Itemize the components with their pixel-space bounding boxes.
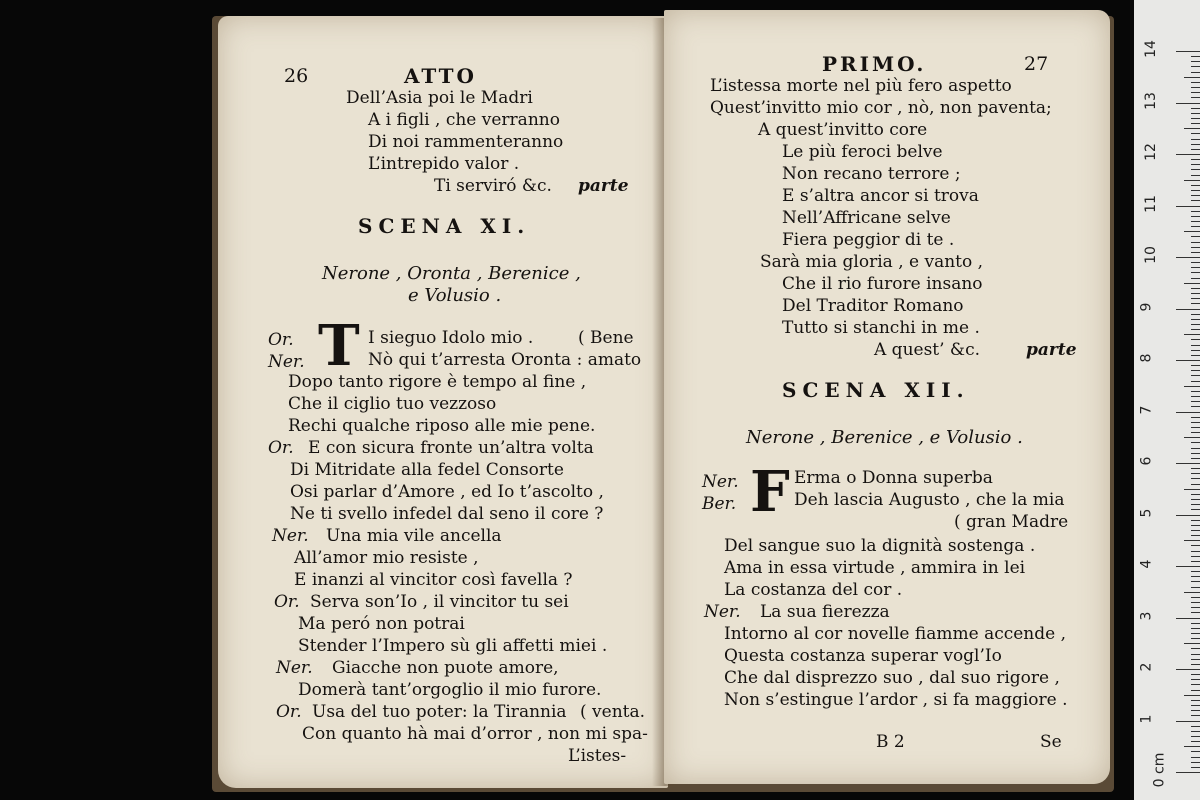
ruler-tick <box>1191 628 1200 629</box>
ruler-tick <box>1191 396 1200 397</box>
aside: ( Bene <box>578 328 634 348</box>
ruler-tick <box>1191 195 1200 196</box>
ruler-tick <box>1184 746 1200 747</box>
catchword: L’istes- <box>568 746 627 766</box>
ruler-tick <box>1191 144 1200 145</box>
ruler-tick <box>1191 175 1200 176</box>
running-head: ATTO <box>404 64 477 88</box>
ruler-tick <box>1191 355 1200 356</box>
ruler-tick <box>1176 412 1200 413</box>
ruler-tick <box>1191 581 1200 582</box>
ruler-tick <box>1191 504 1200 505</box>
ruler-tick <box>1191 293 1200 294</box>
ruler-label: 10 <box>1142 246 1159 264</box>
dialogue-line: Intorno al cor novelle fiamme accende , <box>724 624 1067 644</box>
page-number: 26 <box>284 65 309 87</box>
drop-cap: F <box>750 459 790 525</box>
ruler-tick <box>1191 278 1200 279</box>
scene-title: SCENA XII. <box>782 378 970 402</box>
ruler-tick <box>1176 154 1200 155</box>
ruler-tick <box>1184 334 1200 335</box>
ruler-tick <box>1176 463 1200 464</box>
ruler-tick <box>1191 458 1200 459</box>
verse-line: Le più feroci belve <box>782 142 943 162</box>
ruler-tick <box>1191 762 1200 763</box>
ruler-tick <box>1191 525 1200 526</box>
ruler-tick <box>1191 226 1200 227</box>
ruler-tick <box>1191 319 1200 320</box>
ruler-tick <box>1191 484 1200 485</box>
ruler-tick <box>1184 540 1200 541</box>
ruler-tick <box>1176 309 1200 310</box>
ruler-tick <box>1191 190 1200 191</box>
dialogue-line: Dopo tanto rigore è tempo al fine , <box>288 372 587 392</box>
ruler-tick <box>1191 242 1200 243</box>
ruler-tick <box>1191 473 1200 474</box>
ruler-tick <box>1184 231 1200 232</box>
ruler-tick <box>1191 365 1200 366</box>
ruler-tick <box>1184 592 1200 593</box>
ruler-tick <box>1176 103 1200 104</box>
ruler-tick <box>1176 721 1200 722</box>
ruler-tick <box>1184 283 1200 284</box>
ruler-tick <box>1191 139 1200 140</box>
verse-line: L’istessa morte nel più fero aspetto <box>710 76 1012 96</box>
dialogue-line: Domerà tant’orgoglio il mio furore. <box>298 680 602 700</box>
ruler-tick <box>1176 772 1200 773</box>
verse-line: E s’altra ancor si trova <box>782 186 979 206</box>
right-page <box>664 10 1110 784</box>
ruler-tick <box>1191 200 1200 201</box>
ruler-tick <box>1191 324 1200 325</box>
ruler-tick <box>1191 149 1200 150</box>
speaker: Ber. <box>702 494 737 514</box>
ruler-tick <box>1191 576 1200 577</box>
ruler-tick <box>1191 442 1200 443</box>
dialogue-line: Di Mitridate alla fedel Consorte <box>290 460 564 480</box>
signature-mark: B 2 <box>876 732 905 752</box>
ruler-label: 6 <box>1138 456 1155 466</box>
ruler-label: 4 <box>1138 559 1155 569</box>
ruler-tick <box>1191 499 1200 500</box>
speaker: Or. <box>268 438 294 458</box>
dialogue-line: Erma o Donna superba <box>794 468 993 488</box>
speaker: Or. <box>274 592 300 612</box>
ruler-tick <box>1176 515 1200 516</box>
verse-line: Fiera peggior di te . <box>782 230 955 250</box>
ruler-tick <box>1191 329 1200 330</box>
ruler-tick <box>1191 164 1200 165</box>
ruler-tick <box>1191 535 1200 536</box>
ruler-tick <box>1191 82 1200 83</box>
ruler-tick <box>1191 757 1200 758</box>
ruler-tick <box>1191 87 1200 88</box>
characters-line: Nerone , Berenice , e Volusio . <box>746 427 1023 448</box>
ruler-label: 3 <box>1138 611 1155 620</box>
ruler-tick <box>1191 391 1200 392</box>
ruler-tick <box>1191 556 1200 557</box>
ruler-tick <box>1191 262 1200 263</box>
ruler-tick <box>1176 360 1200 361</box>
ruler-tick <box>1176 669 1200 670</box>
ruler-tick <box>1191 252 1200 253</box>
ruler-tick <box>1191 303 1200 304</box>
ruler-tick <box>1191 726 1200 727</box>
ruler-tick <box>1191 401 1200 402</box>
dialogue-line: Nò qui t’arresta Oronta : amato <box>368 350 642 370</box>
ruler-tick <box>1191 118 1200 119</box>
speaker: Ner. <box>704 602 741 622</box>
dialogue-line: Con quanto hà mai d’orror , non mi spa- <box>302 724 648 744</box>
verse-line: Tutto si stanchi in me . <box>782 318 980 338</box>
ruler-tick <box>1191 432 1200 433</box>
ruler-tick <box>1191 221 1200 222</box>
running-head: PRIMO. <box>822 52 927 76</box>
ruler-tick <box>1191 288 1200 289</box>
ruler-label: 11 <box>1142 194 1159 213</box>
ruler-tick <box>1191 272 1200 273</box>
ruler-tick <box>1184 437 1200 438</box>
ruler-label: 12 <box>1142 143 1159 161</box>
open-book <box>212 6 1118 794</box>
ruler-tick <box>1191 133 1200 134</box>
ruler-tick <box>1191 422 1200 423</box>
ruler-tick <box>1184 386 1200 387</box>
ruler-tick <box>1191 690 1200 691</box>
ruler-tick <box>1191 633 1200 634</box>
ruler-label: 7 <box>1138 405 1155 414</box>
ruler-tick <box>1191 623 1200 624</box>
dialogue-line: Osi parlar d’Amore , ed Io t’ascolto , <box>290 482 604 502</box>
speaker: Ner. <box>268 352 305 372</box>
ruler-label: 14 <box>1142 40 1159 58</box>
ruler-tick <box>1191 375 1200 376</box>
catchword: Se <box>1040 732 1062 752</box>
ruler-tick <box>1191 453 1200 454</box>
ruler-tick <box>1191 674 1200 675</box>
ruler-tick <box>1191 602 1200 603</box>
ruler-tick <box>1191 664 1200 665</box>
exit-cue: parte <box>578 176 629 196</box>
ruler-tick <box>1191 159 1200 160</box>
ruler-tick <box>1191 545 1200 546</box>
ruler-tick <box>1191 607 1200 608</box>
verse-line: Quest’invitto mio cor , nò, non paventa; <box>710 98 1052 118</box>
dialogue-line: Serva son’Io , il vincitor tu sei <box>310 592 569 612</box>
speaker: Ner. <box>702 472 739 492</box>
ruler-tick <box>1191 97 1200 98</box>
dialogue-line: Questa costanza superar vogl’Io <box>724 646 1002 666</box>
dialogue-line: Non s’estingue l’ardor , si fa maggiore . <box>724 690 1068 710</box>
speaker: Ner. <box>276 658 313 678</box>
verse-line: A i figli , che verranno <box>368 110 560 130</box>
ruler-tick <box>1191 561 1200 562</box>
ruler-tick <box>1191 169 1200 170</box>
ruler-tick <box>1184 77 1200 78</box>
verse-line: Del Traditor Romano <box>782 296 964 316</box>
ruler-tick <box>1191 417 1200 418</box>
ruler-tick <box>1191 113 1200 114</box>
ruler-tick <box>1191 61 1200 62</box>
ruler-tick <box>1191 767 1200 768</box>
dialogue-line: Ma peró non potrai <box>298 614 465 634</box>
ruler-tick <box>1191 736 1200 737</box>
ruler-tick <box>1191 494 1200 495</box>
ruler-tick <box>1191 72 1200 73</box>
ruler-tick <box>1191 56 1200 57</box>
aside: ( venta. <box>580 702 646 722</box>
ruler-tick <box>1191 468 1200 469</box>
dialogue-line: E con sicura fronte un’altra volta <box>308 438 594 458</box>
dialogue-line: Rechi qualche riposo alle mie pene. <box>288 416 596 436</box>
ruler-tick <box>1191 247 1200 248</box>
ruler-tick <box>1191 236 1200 237</box>
ruler-tick <box>1191 715 1200 716</box>
ruler-tick <box>1176 618 1200 619</box>
ruler-tick <box>1191 751 1200 752</box>
ruler-tick <box>1184 643 1200 644</box>
speaker: Or. <box>268 330 294 350</box>
dialogue-line: Che dal disprezzo suo , dal suo rigore , <box>724 668 1060 688</box>
dialogue-line: I sieguo Idolo mio . <box>368 328 534 348</box>
dialogue-line: Giacche non puote amore, <box>332 658 559 678</box>
ruler-label: 9 <box>1138 302 1155 311</box>
ruler-tick <box>1191 427 1200 428</box>
ruler-tick <box>1191 648 1200 649</box>
dialogue-line: Usa del tuo poter: la Tirannia <box>312 702 567 722</box>
ruler-tick <box>1191 381 1200 382</box>
ruler-tick <box>1191 406 1200 407</box>
ruler-tick <box>1191 741 1200 742</box>
characters-line: e Volusio . <box>408 285 502 306</box>
ruler-tick <box>1191 710 1200 711</box>
ruler-tick <box>1176 51 1200 52</box>
ruler-tick <box>1191 700 1200 701</box>
speaker: Ner. <box>272 526 309 546</box>
ruler-tick <box>1191 520 1200 521</box>
exit-line: Ti serviró &c. <box>434 176 552 196</box>
verse-line: Sarà mia gloria , e vanto , <box>760 252 984 272</box>
ruler-tick <box>1176 206 1200 207</box>
ruler-tick <box>1191 211 1200 212</box>
verse-line: L’intrepido valor . <box>368 154 520 174</box>
measuring-ruler <box>1134 0 1200 800</box>
ruler-tick <box>1184 695 1200 696</box>
ruler-tick <box>1191 587 1200 588</box>
ruler-tick <box>1191 267 1200 268</box>
dialogue-line: Stender l’Impero sù gli affetti miei . <box>298 636 608 656</box>
ruler-label: 5 <box>1138 508 1155 517</box>
dialogue-line: Che il ciglio tuo vezzoso <box>288 394 497 414</box>
ruler-tick <box>1191 679 1200 680</box>
dialogue-line: La costanza del cor . <box>724 580 903 600</box>
ruler-tick <box>1191 345 1200 346</box>
ruler-tick <box>1191 731 1200 732</box>
left-page <box>218 16 668 788</box>
ruler-tick <box>1191 448 1200 449</box>
scene-title: SCENA XI. <box>358 214 531 238</box>
ruler-tick <box>1191 92 1200 93</box>
dialogue-line: E inanzi al vincitor così favella ? <box>294 570 573 590</box>
ruler-tick <box>1191 530 1200 531</box>
ruler-tick <box>1191 659 1200 660</box>
ruler-label: 2 <box>1138 662 1155 672</box>
ruler-tick <box>1191 314 1200 315</box>
ruler-tick <box>1191 216 1200 217</box>
dialogue-line: Ama in essa virtude , ammira in lei <box>724 558 1026 578</box>
ruler-tick <box>1184 180 1200 181</box>
speaker: Or. <box>276 702 302 722</box>
exit-line: A quest’ &c. <box>874 340 980 360</box>
ruler-tick <box>1191 638 1200 639</box>
ruler-label: 0 cm <box>1151 752 1168 788</box>
ruler-tick <box>1176 257 1200 258</box>
ruler-tick <box>1191 123 1200 124</box>
verse-line: Nell’Affricane selve <box>782 208 951 228</box>
ruler-tick <box>1191 571 1200 572</box>
ruler-label: 8 <box>1138 353 1155 363</box>
dialogue-line: Deh lascia Augusto , che la mia <box>794 490 1065 510</box>
ruler-tick <box>1191 185 1200 186</box>
ruler-tick <box>1191 66 1200 67</box>
ruler-tick <box>1191 478 1200 479</box>
characters-line: Nerone , Oronta , Berenice , <box>322 263 581 284</box>
dialogue-line: Del sangue suo la dignità sostenga . <box>724 536 1036 556</box>
exit-cue: parte <box>1026 340 1077 360</box>
ruler-label: 13 <box>1142 91 1159 110</box>
ruler-tick <box>1184 128 1200 129</box>
dialogue-line: Una mia vile ancella <box>326 526 502 546</box>
drop-cap: T <box>318 313 360 379</box>
dialogue-line: La sua fierezza <box>760 602 890 622</box>
ruler-tick <box>1191 339 1200 340</box>
ruler-tick <box>1191 298 1200 299</box>
ruler-tick <box>1191 654 1200 655</box>
dialogue-line: All’amor mio resiste , <box>294 548 479 568</box>
ruler-tick <box>1191 597 1200 598</box>
ruler-tick <box>1191 350 1200 351</box>
dialogue-line: ( gran Madre <box>954 512 1069 532</box>
verse-line: A quest’invitto core <box>758 120 928 140</box>
verse-line: Di noi rammenteranno <box>368 132 564 152</box>
verse-line: Non recano terrore ; <box>782 164 961 184</box>
verse-line: Che il rio furore insano <box>782 274 983 294</box>
ruler-label: 1 <box>1138 714 1155 723</box>
ruler-tick <box>1191 509 1200 510</box>
page-number: 27 <box>1024 53 1049 75</box>
ruler-tick <box>1191 612 1200 613</box>
ruler-tick <box>1191 684 1200 685</box>
ruler-tick <box>1191 370 1200 371</box>
ruler-tick <box>1184 489 1200 490</box>
dialogue-line: Ne ti svello infedel dal seno il core ? <box>290 504 604 524</box>
ruler-tick <box>1191 108 1200 109</box>
verse-line: Dell’Asia poi le Madri <box>346 88 533 108</box>
ruler-tick <box>1176 566 1200 567</box>
ruler-tick <box>1191 551 1200 552</box>
ruler-tick <box>1191 705 1200 706</box>
